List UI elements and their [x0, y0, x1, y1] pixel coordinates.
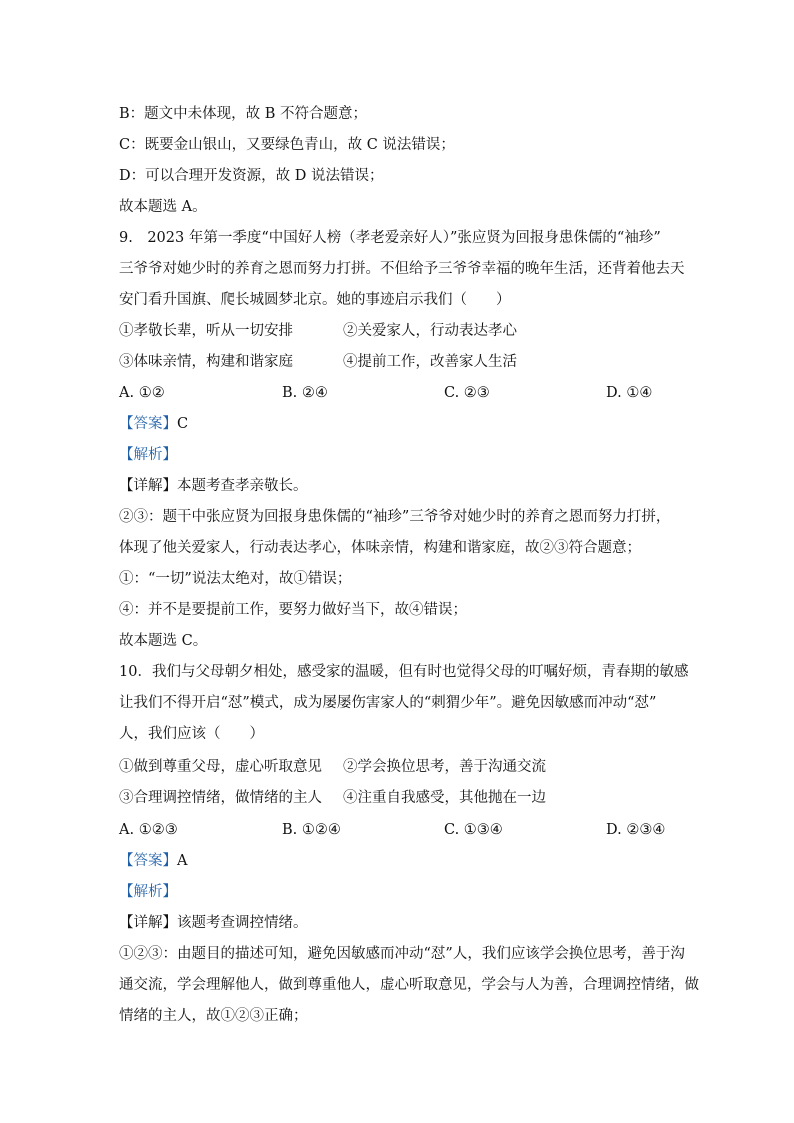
text-line: B：题文中未体现，故 B 不符合题意； — [119, 106, 368, 122]
statement-4: ④提前工作，改善家人生活 — [343, 354, 517, 370]
answer-tag: 【答案】 — [119, 416, 177, 432]
explanation-line: 情绪的主人，故①②③正确； — [119, 1008, 308, 1024]
statement-1: ①做到尊重父母，虚心听取意见 — [119, 759, 322, 775]
detail-tag: 【详解】 — [119, 915, 177, 931]
option-a: A. ①②③ — [119, 822, 178, 838]
option-c: C. ②③ — [444, 385, 490, 401]
statement-2: ②学会换位思考，善于沟通交流 — [343, 759, 546, 775]
answer-line — [119, 851, 187, 871]
question-10-stem: 10．我们与父母朝夕相处，感受家的温暖，但有时也觉得父母的叮嘱好烦，青春期的敏感 — [119, 664, 689, 680]
conclusion-line: 故本题选 C。 — [119, 633, 208, 649]
detail-line — [119, 913, 308, 933]
answer-tag: 【答案】 — [119, 853, 177, 869]
option-b: B. ②④ — [282, 385, 328, 401]
detail-text: 该题考查调控情绪。 — [177, 915, 308, 931]
question-10-stem: 人，我们应该（ ） — [119, 726, 264, 742]
text-line: 故本题选 A。 — [119, 199, 207, 215]
text-line: D：可以合理开发资源，故 D 说法错误； — [119, 168, 384, 184]
option-c: C. ①③④ — [444, 822, 503, 838]
detail-tag: 【详解】 — [119, 478, 177, 494]
option-a: A. ①② — [119, 385, 165, 401]
statement-4: ④注重自我感受，其他抛在一边 — [343, 790, 546, 806]
statement-2: ②关爱家人，行动表达孝心 — [343, 323, 517, 339]
explanation-line: 体现了他关爱家人，行动表达孝心，体味亲情，构建和谐家庭，故②③符合题意； — [119, 540, 641, 556]
explanation-line: ④：并不是要提前工作，要努力做好当下，故④错误； — [119, 602, 467, 618]
option-d: D. ②③④ — [606, 822, 666, 838]
question-9-stem: 三爷爷对她少时的养育之恩而努力打拼。不但给予三爷爷幸福的晚年生活，还背着他去天 — [119, 261, 685, 277]
explanation-line: ②③：题干中张应贤为回报身患侏儒的“袖珍”三爷爷对她少时的养育之恩而努力打拼， — [119, 509, 671, 525]
statement-3: ③合理调控情绪，做情绪的主人 — [119, 790, 322, 806]
option-d: D. ①④ — [606, 385, 653, 401]
detail-text: 本题考查孝亲敬长。 — [177, 478, 308, 494]
option-b: B. ①②④ — [282, 822, 341, 838]
analysis-tag: 【解析】 — [119, 447, 177, 463]
question-9-stem: 9. 2023 年第一季度“中国好人榜（孝老爱亲好人）”张应贤为回报身患侏儒的“袖珍” — [119, 230, 661, 246]
text-line: C：既要金山银山，又要绿色青山，故 C 说法错误； — [119, 137, 455, 153]
answer-line — [119, 414, 188, 434]
explanation-line: ①：“一切”说法太绝对，故①错误； — [119, 571, 352, 587]
explanation-line: ①②③：由题目的描述可知，避免因敏感而冲动“怼”人，我们应该学会换位思考，善于沟 — [119, 946, 685, 962]
question-9-stem: 安门看升国旗、爬长城圆梦北京。她的事迹启示我们（ ） — [119, 292, 511, 308]
question-10-stem: 让我们不得开启“怼”模式，成为屡屡伤害家人的“刺猬少年”。避免因敏感而冲动“怼” — [119, 695, 657, 711]
detail-line — [119, 476, 308, 496]
statement-3: ③体味亲情，构建和谐家庭 — [119, 354, 293, 370]
answer-value: C — [177, 416, 189, 432]
explanation-line: 通交流，学会理解他人，做到尊重他人，虚心听取意见，学会与人为善，合理调控情绪，做 — [119, 977, 699, 993]
statement-1: ①孝敬长辈，听从一切安排 — [119, 323, 293, 339]
analysis-tag: 【解析】 — [119, 884, 177, 900]
answer-value: A — [177, 853, 188, 869]
